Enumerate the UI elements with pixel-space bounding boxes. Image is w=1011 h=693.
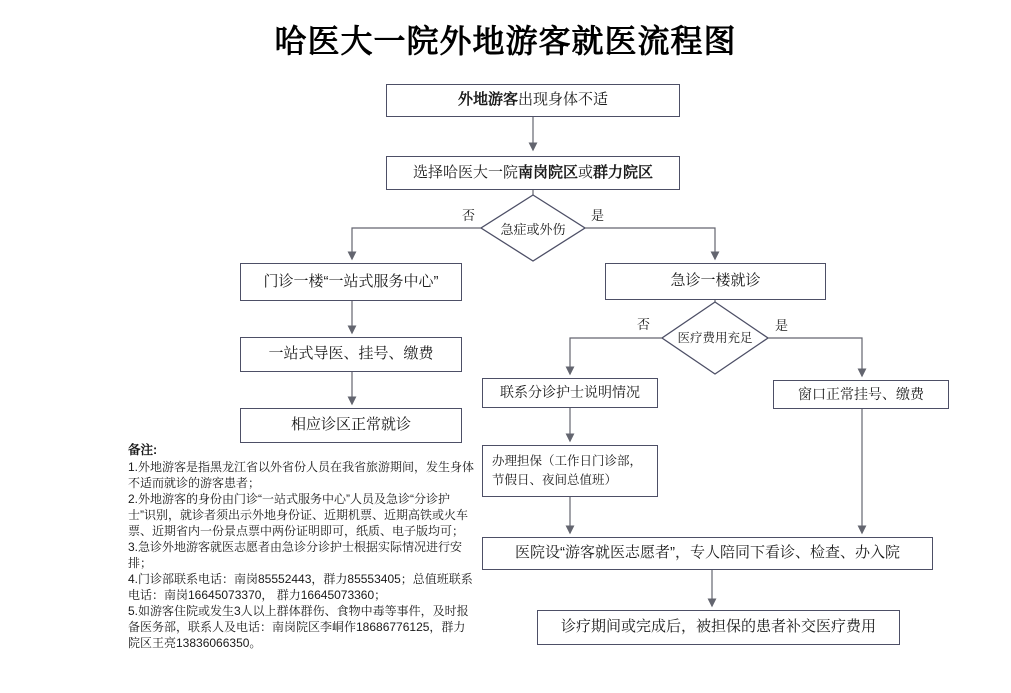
step-pay-afterwards: 诊疗期间或完成后，被担保的患者补交医疗费用: [537, 610, 900, 645]
note-item-3: 3.急诊外地游客就医志愿者由急诊分诊护士根据实际情况进行安排；: [128, 540, 463, 570]
decision-funds-no-label: 否: [637, 317, 651, 332]
step-contact-triage-nurse: 联系分诊护士说明情况: [482, 378, 658, 408]
note-item-1: 1.外地游客是指黑龙江省以外省份人员在我省旅游期间，发生身体不适而就诊的游客患者；: [128, 460, 475, 490]
note-item-4: 4.门诊部联系电话：南岗85552443，群力85553405；总值班联系电话：南岗16645073370， 群力16645073360；: [128, 572, 473, 602]
decision-emergency-no-label: 否: [462, 208, 476, 223]
decision-emergency-yes-label: 是: [591, 208, 605, 223]
step-er-first-floor: 急诊一楼就诊: [605, 263, 826, 300]
decision-funds-yes-label: 是: [775, 318, 789, 333]
step-volunteer-accompany: 医院设“游客就医志愿者”，专人陪同下看诊、检查、办入院: [482, 537, 933, 570]
step-tourist-discomfort: 外地游客 出现身体不适: [386, 84, 680, 117]
decision-funds-label: 医疗费用充足: [677, 331, 753, 345]
step-normal-visit: 相应诊区正常就诊: [240, 408, 462, 443]
notes-section: [128, 442, 476, 651]
notes-header: 备注:: [128, 443, 158, 457]
branch-yes-to-er: [585, 228, 715, 259]
branch-no-to-outpatient: [352, 228, 481, 259]
note-item-5: 5.如游客住院或发生3人以上群体群伤、食物中毒等事件，及时报备医务部，联系人及电话：南岗院区李峒作18686776125，群力院区王亮13836066350。: [128, 604, 469, 650]
branch-no-to-nurse: [570, 338, 662, 374]
step-outpatient-service-center: 门诊一楼“一站式服务中心”: [240, 263, 462, 301]
step-choose-campus: 选择哈医大一院 南岗院区 或 群力院区: [386, 156, 680, 190]
step-handle-guarantee: 办理担保（工作日门诊部，节假日、夜间总值班）: [482, 445, 658, 497]
page-title: 哈医大一院外地游客就医流程图: [274, 23, 737, 59]
branch-yes-to-window: [768, 338, 862, 376]
step-window-register-pay: 窗口正常挂号、缴费: [773, 380, 949, 409]
note-item-2: 2.外地游客的身份由门诊“一站式服务中心”人员及急诊“分诊护士”识别，就诊者须出示外地身份证、近期机票、近期高铁或火车票、近期省内一份景点票中两份证明即可，纸质、电子版均可；: [128, 492, 468, 538]
step-onestop-guide-register-pay: 一站式导医、挂号、缴费: [240, 337, 462, 372]
decision-emergency-label: 急症或外伤: [500, 221, 566, 237]
